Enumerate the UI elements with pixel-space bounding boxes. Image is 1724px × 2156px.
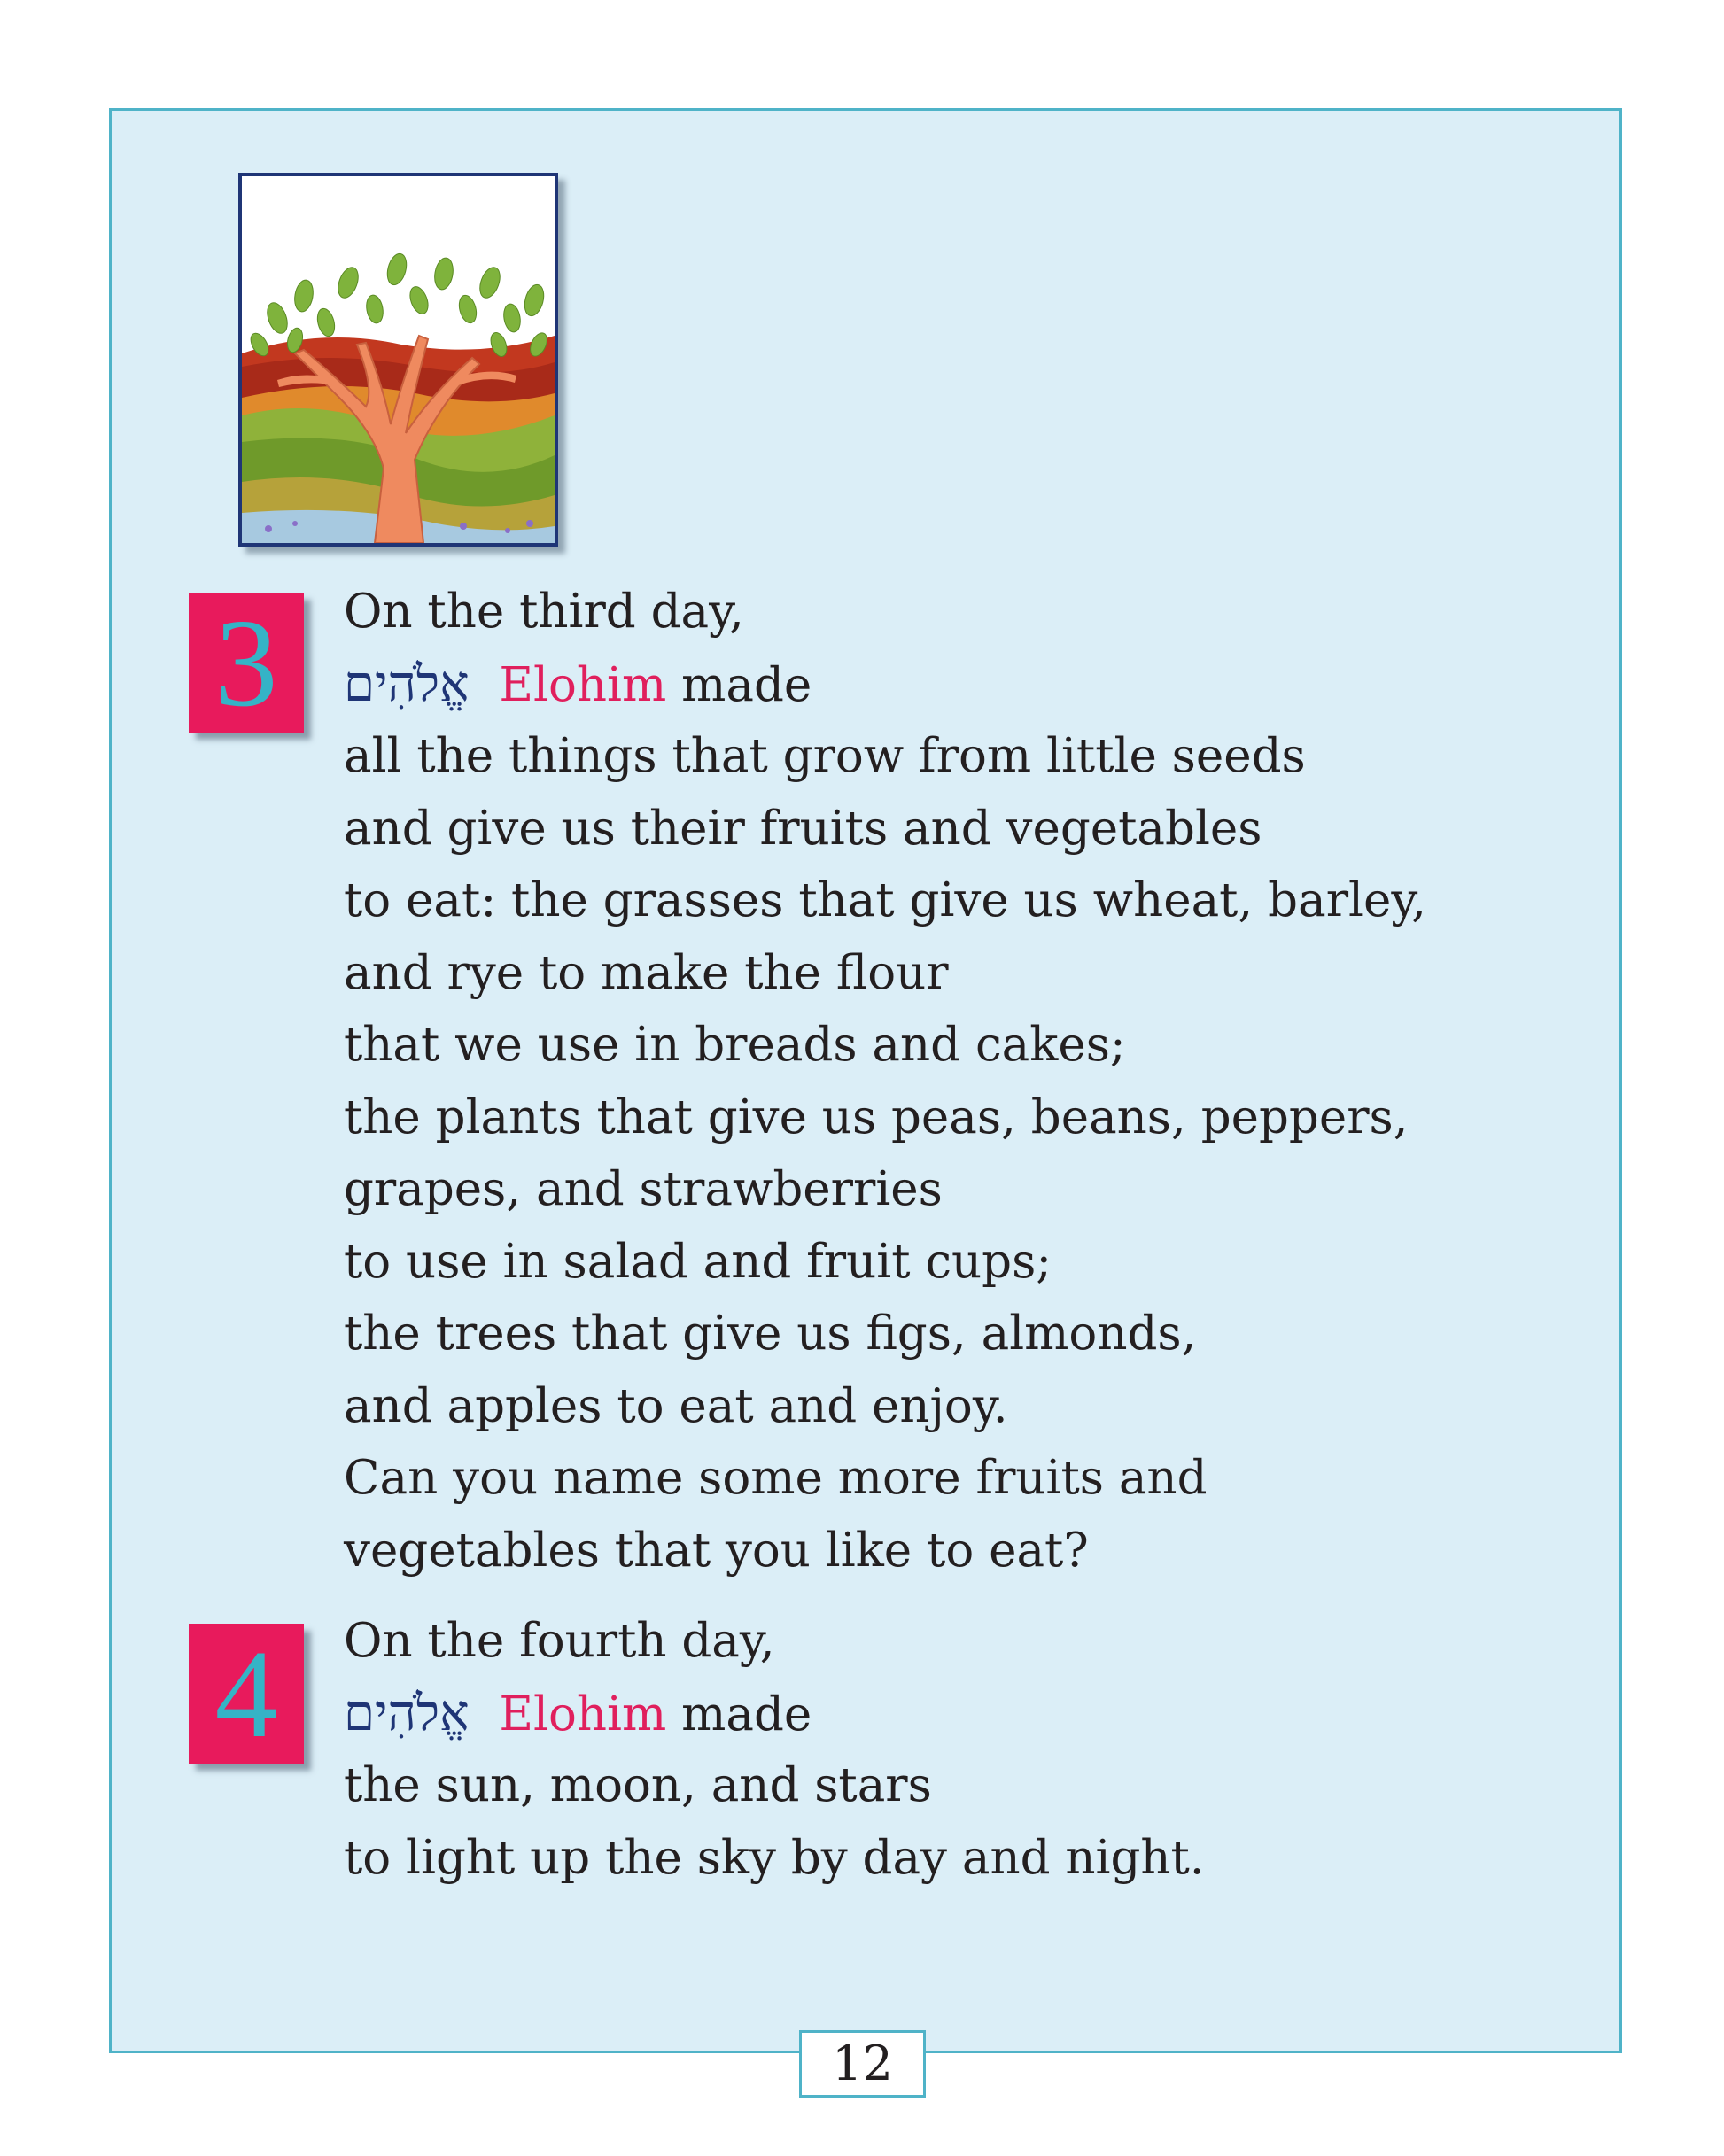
hebrew-word: אֱלֹהִים: [344, 1684, 470, 1742]
day-number-badge: 3: [189, 593, 304, 733]
elohim-line: [344, 648, 1426, 721]
text-line: On the third day,: [344, 585, 744, 639]
text-line: to light up the sky by day and night.: [344, 1830, 1205, 1885]
day-number-badge: 4: [189, 1624, 304, 1764]
hebrew-word: אֱלֹהִים: [344, 655, 470, 713]
text-line: all the things that grow from little seeds: [344, 729, 1306, 783]
text-line: that we use in breads and cakes;: [344, 1018, 1126, 1072]
text-line: the trees that give us figs, almonds,: [344, 1307, 1197, 1361]
text-line: the plants that give us peas, beans, peppers,: [344, 1090, 1409, 1144]
text-line: vegetables that you like to eat?: [344, 1523, 1089, 1578]
text-line: grapes, and strawberries: [344, 1162, 943, 1216]
text-line: the sun, moon, and stars: [344, 1758, 932, 1812]
text-line: and apples to eat and enjoy.: [344, 1378, 1008, 1433]
elohim-line: [344, 1678, 1205, 1750]
tree-on-hills-icon: [238, 173, 558, 547]
day-3-text: [344, 576, 1426, 1586]
verb-word: made: [681, 657, 812, 712]
elohim-name: Elohim: [499, 1687, 667, 1741]
day-4-text: [344, 1605, 1205, 1894]
text-line: and give us their fruits and vegetables: [344, 801, 1262, 856]
page-number: 12: [799, 2030, 926, 2098]
elohim-name: Elohim: [499, 657, 667, 712]
text-line: Can you name some more fruits and: [344, 1451, 1208, 1505]
verb-word: made: [681, 1687, 812, 1741]
text-line: and rye to make the flour: [344, 945, 949, 1000]
text-line: to use in salad and fruit cups;: [344, 1234, 1052, 1289]
text-line: On the fourth day,: [344, 1614, 775, 1668]
text-line: to eat: the grasses that give us wheat, barley,: [344, 873, 1427, 927]
